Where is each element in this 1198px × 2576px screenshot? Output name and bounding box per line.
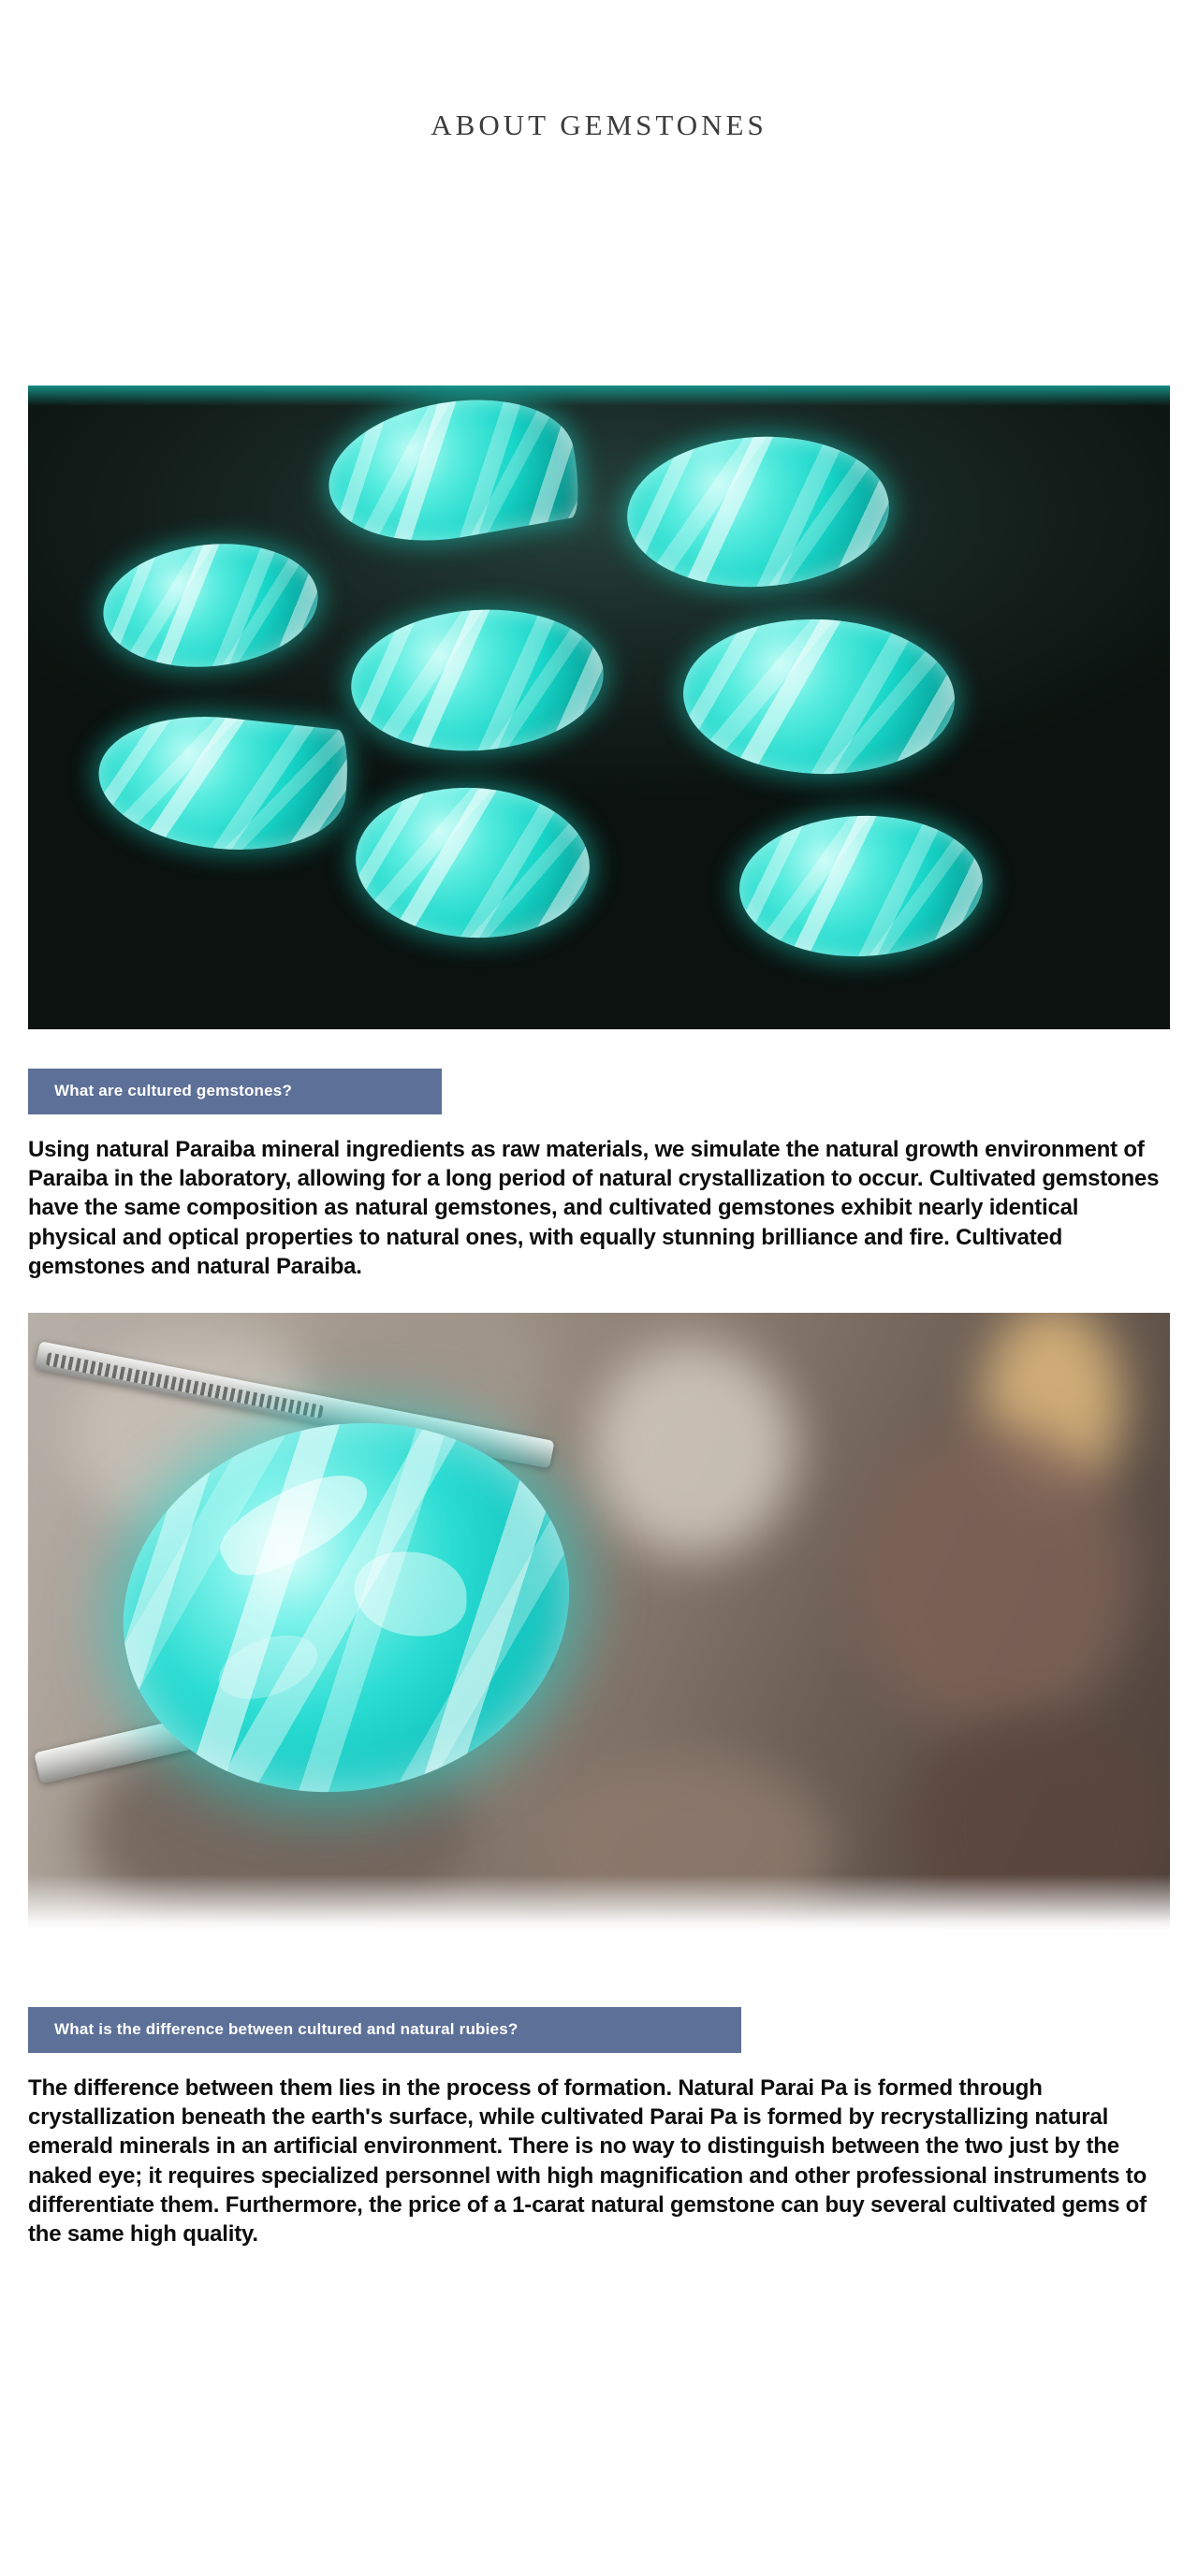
image-bottom-fade — [28, 1874, 1170, 1930]
gemstone-oval-2 — [346, 602, 608, 759]
gemstone-facet-1 — [210, 1455, 380, 1592]
detail-image-tweezers-gemstone — [28, 1313, 1170, 1930]
gemstone-oval-6 — [737, 812, 985, 961]
background-blur-4 — [852, 1425, 1132, 1734]
gemstone-pear-2 — [317, 386, 585, 559]
page-title: ABOUT GEMSTONES — [431, 109, 767, 141]
section-paragraph-cultured-gemstones: Using natural Paraiba mineral ingredients as raw materials, we simulate the natural growth environment of Paraiba in the laboratory, allowing for a long period of natural crystallization to occur. Cultivated gemstones have the same composition as natural gemstones, and cultivated gemstones exhibit nearly identical physical and optical properties to natural ones, with equally stunning brilliance and fire. Cultivated gemstones and natural Paraiba. — [28, 1137, 1160, 1279]
gemstone-facet-3 — [210, 1623, 326, 1711]
section-paragraph-cultured-vs-natural: The difference between them lies in the process of formation. Natural Parai Pa is formed through crystallization beneath the earth's surface, while cultivated Parai Pa is formed by recrystallizing natural emerald minerals in an artificial environment. There is no way to distinguish between the two just by the naked eye; it requires specialized personnel with high magnification and other professional instruments to differentiate them. Furthermore, the price of a 1-carat natural gemstone can buy several cultivated gems of the same high quality. — [28, 2074, 1147, 2247]
gemstone-pear-1 — [92, 706, 352, 862]
section-heading-cultured-vs-natural: What is the difference between cultured and natural rubies? — [28, 2007, 741, 2053]
gemstone-oval-4 — [623, 430, 893, 593]
page-header — [0, 0, 1198, 139]
gemstone-oval-5 — [680, 615, 957, 779]
gemstone-facet-2 — [354, 1551, 466, 1636]
content-column — [28, 386, 1170, 2249]
section-heading-cultured-gemstones: What are cultured gemstones? — [28, 1069, 442, 1114]
gemstone-oval-1 — [97, 533, 324, 677]
hero-image-loose-gemstones — [28, 386, 1170, 1029]
gemstone-oval-3 — [352, 782, 593, 944]
background-blur-3 — [590, 1341, 796, 1556]
